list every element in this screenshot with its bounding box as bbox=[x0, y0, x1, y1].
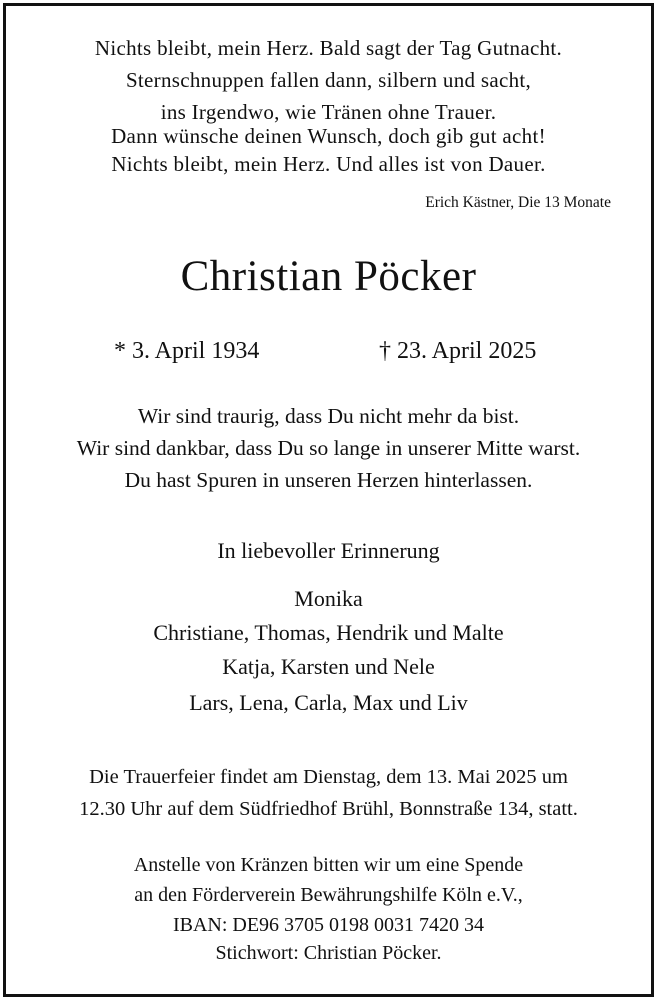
mourner-line-2: Christiane, Thomas, Hendrik und Malte bbox=[153, 620, 504, 645]
poem-attribution: Erich Kästner, Die 13 Monate bbox=[425, 194, 611, 211]
mourner-line-3: Katja, Karsten und Nele bbox=[222, 654, 435, 679]
message-line-3: Du hast Spuren in unseren Herzen hinterlassen. bbox=[124, 468, 533, 492]
donation-keyword: Stichwort: Christian Pöcker. bbox=[215, 942, 442, 964]
poem-line-5: Nichts bleibt, mein Herz. Und alles ist von Dauer. bbox=[111, 152, 546, 176]
donation-line-1: Anstelle von Kränzen bitten wir um eine Spende bbox=[133, 854, 524, 876]
message-line-2: Wir sind dankbar, dass Du so lange in unserer Mitte warst. bbox=[76, 436, 581, 460]
mourner-line-1: Monika bbox=[294, 586, 363, 611]
mourner-line-4: Lars, Lena, Carla, Max und Liv bbox=[189, 690, 468, 715]
poem-line-3: ins Irgendwo, wie Tränen ohne Trauer. bbox=[160, 100, 497, 124]
poem-line-4: Dann wünsche deinen Wunsch, doch gib gut acht! bbox=[111, 124, 546, 148]
service-line-1: Die Trauerfeier findet am Dienstag, dem 13. Mai 2025 um bbox=[89, 766, 568, 788]
remembrance-intro: In liebevoller Erinnerung bbox=[217, 538, 440, 563]
deceased-name: Christian Pöcker bbox=[180, 253, 477, 300]
death-date: † 23. April 2025 bbox=[379, 338, 537, 364]
birth-date: * 3. April 1934 bbox=[114, 338, 260, 364]
poem-line-1: Nichts bleibt, mein Herz. Bald sagt der Tag Gutnacht. bbox=[94, 36, 563, 60]
obituary-notice bbox=[3, 3, 654, 997]
service-line-2: 12.30 Uhr auf dem Südfriedhof Brühl, Bonnstraße 134, statt. bbox=[79, 798, 578, 820]
poem-line-2: Sternschnuppen fallen dann, silbern und sacht, bbox=[125, 68, 532, 92]
donation-line-2: an den Förderverein Bewährungshilfe Köln e.V., bbox=[134, 884, 523, 906]
donation-iban: IBAN: DE96 3705 0198 0031 7420 34 bbox=[172, 914, 485, 936]
message-line-1: Wir sind traurig, dass Du nicht mehr da bist. bbox=[137, 404, 520, 428]
